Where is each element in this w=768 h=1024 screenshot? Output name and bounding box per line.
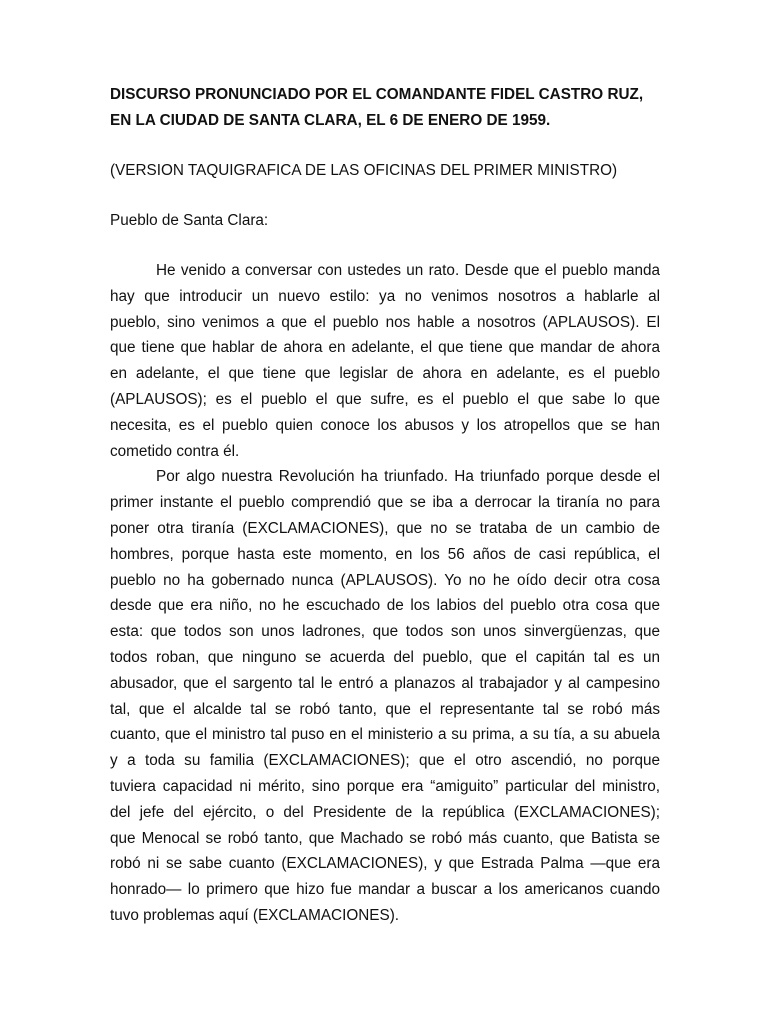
paragraph-line: He venido a conversar con ustedes un rato. Desde que el pueblo manda [156, 262, 660, 279]
paragraph-line: cuanto, que el ministro tal puso en el ministerio a su prima, a su tía, a su abuela [110, 726, 660, 744]
speech-body [110, 258, 660, 929]
paragraph-line: pueblo no ha gobernado nunca (APLAUSOS). Yo no he oído decir otra cosa [110, 571, 660, 589]
paragraph-line: que tiene que hablar de ahora en adelante, el que tiene que mandar de ahora [110, 339, 660, 357]
paragraph-line: tuviera capacidad ni mérito, sino porque era “amiguito” particular del ministro, [110, 777, 660, 795]
paragraph-line: abusador, que el sargento tal le entró a planazos al trabajador y al campesino [110, 674, 660, 692]
paragraph [110, 258, 660, 464]
paragraph-line: tuvo problemas aquí (EXCLAMACIONES). [110, 906, 400, 924]
paragraph-line: pueblo, sino venimos a que el pueblo nos hable a nosotros (APLAUSOS). El [110, 313, 660, 331]
paragraph [110, 464, 660, 928]
paragraph-line: esta: que todos son unos ladrones, que todos son unos sinvergüenzas, que [110, 623, 660, 641]
paragraph-line: (APLAUSOS); es el pueblo el que sufre, es el pueblo el que sabe lo que [110, 390, 660, 408]
title-line: DISCURSO PRONUNCIADO POR EL COMANDANTE FIDEL CASTRO RUZ, [110, 86, 644, 103]
paragraph-line: poner otra tiranía (EXCLAMACIONES), que no se trataba de un cambio de [110, 519, 660, 537]
paragraph-line: primer instante el pueblo comprendió que se iba a derrocar la tiranía no para [110, 494, 660, 512]
paragraph-line: hombres, porque hasta este momento, en los 56 años de casi república, el [110, 545, 660, 563]
title-line: EN LA CIUDAD DE SANTA CLARA, EL 6 DE ENERO DE 1959. [110, 112, 551, 129]
paragraph-line: Por algo nuestra Revolución ha triunfado. Ha triunfado porque desde el [156, 468, 660, 486]
paragraph-line: robó ni se sabe cuanto (EXCLAMACIONES), y que Estrada Palma —que era [110, 855, 660, 873]
paragraph-line: y a toda su familia (EXCLAMACIONES); que el otro ascendió, no porque [110, 752, 660, 770]
paragraph-line: del jefe del ejército, o del Presidente de la república (EXCLAMACIONES); [110, 803, 660, 821]
paragraph-line: tal, que el alcalde tal se robó tanto, que el representante tal se robó más [110, 700, 660, 718]
paragraph-line: hay que introducir un nuevo estilo: ya no venimos nosotros a hablarle al [110, 287, 660, 305]
paragraph-line: desde que era niño, no he escuchado de los labios del pueblo otra cosa que [110, 597, 660, 615]
salutation: Pueblo de Santa Clara: [110, 212, 269, 229]
paragraph-line: honrado— lo primero que hizo fue mandar a buscar a los americanos cuando [110, 881, 660, 899]
paragraph-line: que Menocal se robó tanto, que Machado se robó más cuanto, que Batista se [110, 829, 660, 847]
paragraph-line: necesita, es el pueblo quien conoce los abusos y los atropellos que se han [110, 416, 660, 434]
document-title [110, 82, 662, 134]
paragraph-line: cometido contra él. [110, 442, 240, 460]
paragraph-line: en adelante, el que tiene que legislar de ahora en adelante, es el pueblo [110, 365, 660, 383]
paragraph-line: todos roban, que ninguno se acuerda del pueblo, que el capitán tal es un [110, 648, 660, 666]
document-subtitle: (VERSION TAQUIGRAFICA DE LAS OFICINAS DEL PRIMER MINISTRO) [110, 162, 618, 179]
